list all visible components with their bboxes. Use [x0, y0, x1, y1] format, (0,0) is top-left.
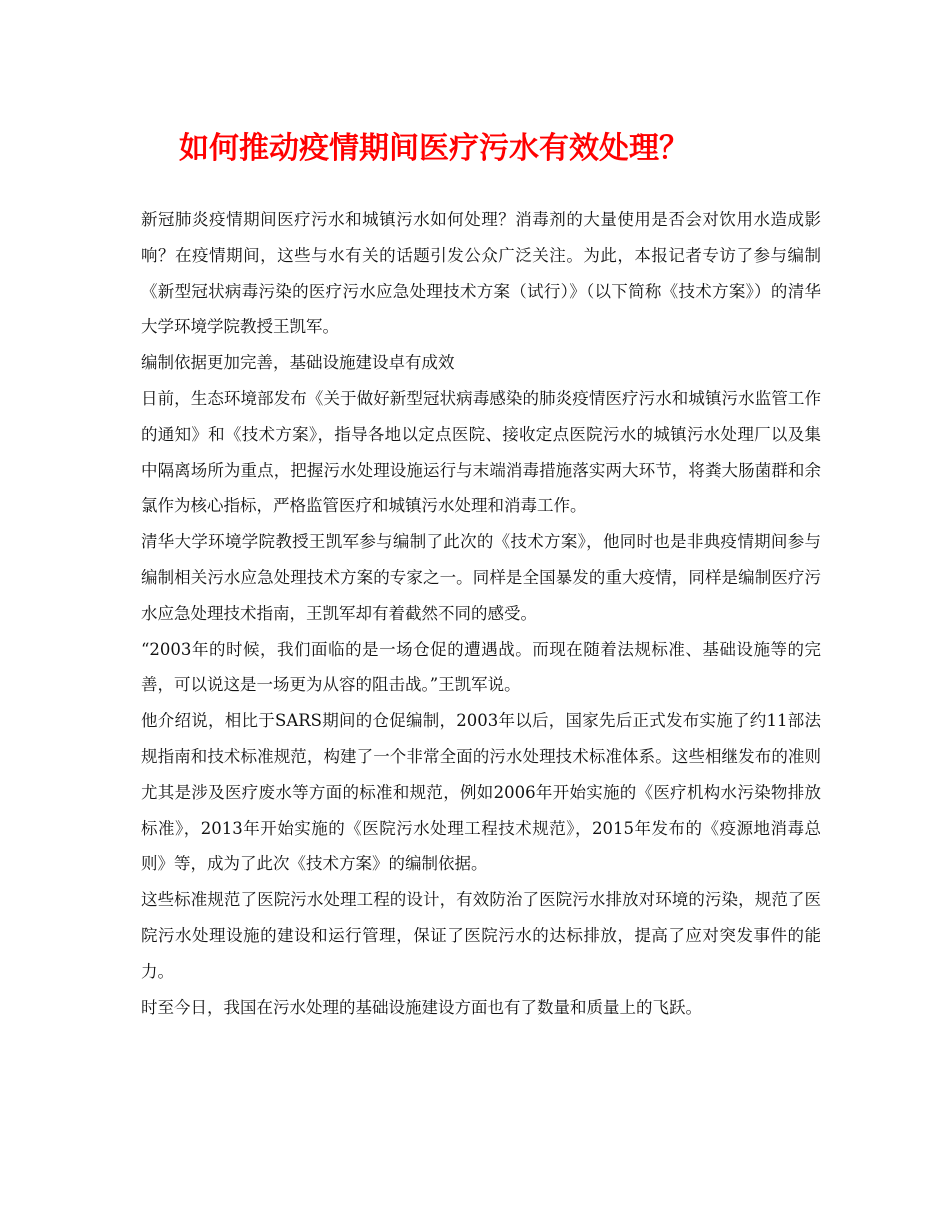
paragraph-effects: 这些标准规范了医院污水处理工程的设计，有效防治了医院污水排放对环境的污染，规范了医院污水处理设施的建设和运行管理，保证了医院污水的达标排放，提高了应对突发事件的能力。	[141, 890, 821, 981]
document-title: 如何推动疫情期间医疗污水有效处理？	[179, 131, 689, 166]
paragraph-expert: 清华大学环境学院教授王凯军参与编制了此次的《技术方案》，他同时也是非典疫情期间参与编制相关污水应急处理技术方案的专家之一。同样是全国暴发的重大疫情，同样是编制医疗污水应急处理技术指南，王凯军却有着截然不同的感受。	[141, 532, 821, 623]
paragraph-intro: 新冠肺炎疫情期间医疗污水和城镇污水如何处理？消毒剂的大量使用是否会对饮用水造成影响？在疫情期间，这些与水有关的话题引发公众广泛关注。为此，本报记者专访了参与编制《新型冠状病毒污染的医疗污水应急处理技术方案（试行）》（以下简称《技术方案》）的清华大学环境学院教授王凯军。	[141, 210, 821, 337]
paragraph-standards: 他介绍说，相比于SARS期间的仓促编制，2003年以后，国家先后正式发布实施了约11部法规指南和技术标准规范，构建了一个非常全面的污水处理技术标准体系。这些相继发布的准则尤其是涉及医疗废水等方面的标准和规范，例如2006年开始实施的《医疗机构水污染物排放标准》，2013年开始实施的《医院污水处理工程技术规范》，2015年发布的《疫源地消毒总则》等，成为了此次《技术方案》的编制依据。	[141, 711, 821, 874]
paragraph-quote: “2003年的时候，我们面临的是一场仓促的遭遇战。而现在随着法规标准、基础设施等的完善，可以说这是一场更为从容的阻击战。”王凯军说。	[141, 639, 821, 695]
document-body	[141, 202, 821, 1025]
paragraph-notice: 日前，生态环境部发布《关于做好新型冠状病毒感染的肺炎疫情医疗污水和城镇污水监管工作的通知》和《技术方案》，指导各地以定点医院、接收定点医院污水的城镇污水处理厂以及集中隔离场所为重点，把握污水处理设施运行与末端消毒措施落实两大环节，将粪大肠菌群和余氯作为核心指标，严格监管医疗和城镇污水处理和消毒工作。	[141, 388, 821, 516]
paragraph-infrastructure: 时至今日，我国在污水处理的基础设施建设方面也有了数量和质量上的飞跃。	[141, 997, 702, 1017]
section-heading: 编制依据更加完善，基础设施建设卓有成效	[141, 353, 455, 373]
